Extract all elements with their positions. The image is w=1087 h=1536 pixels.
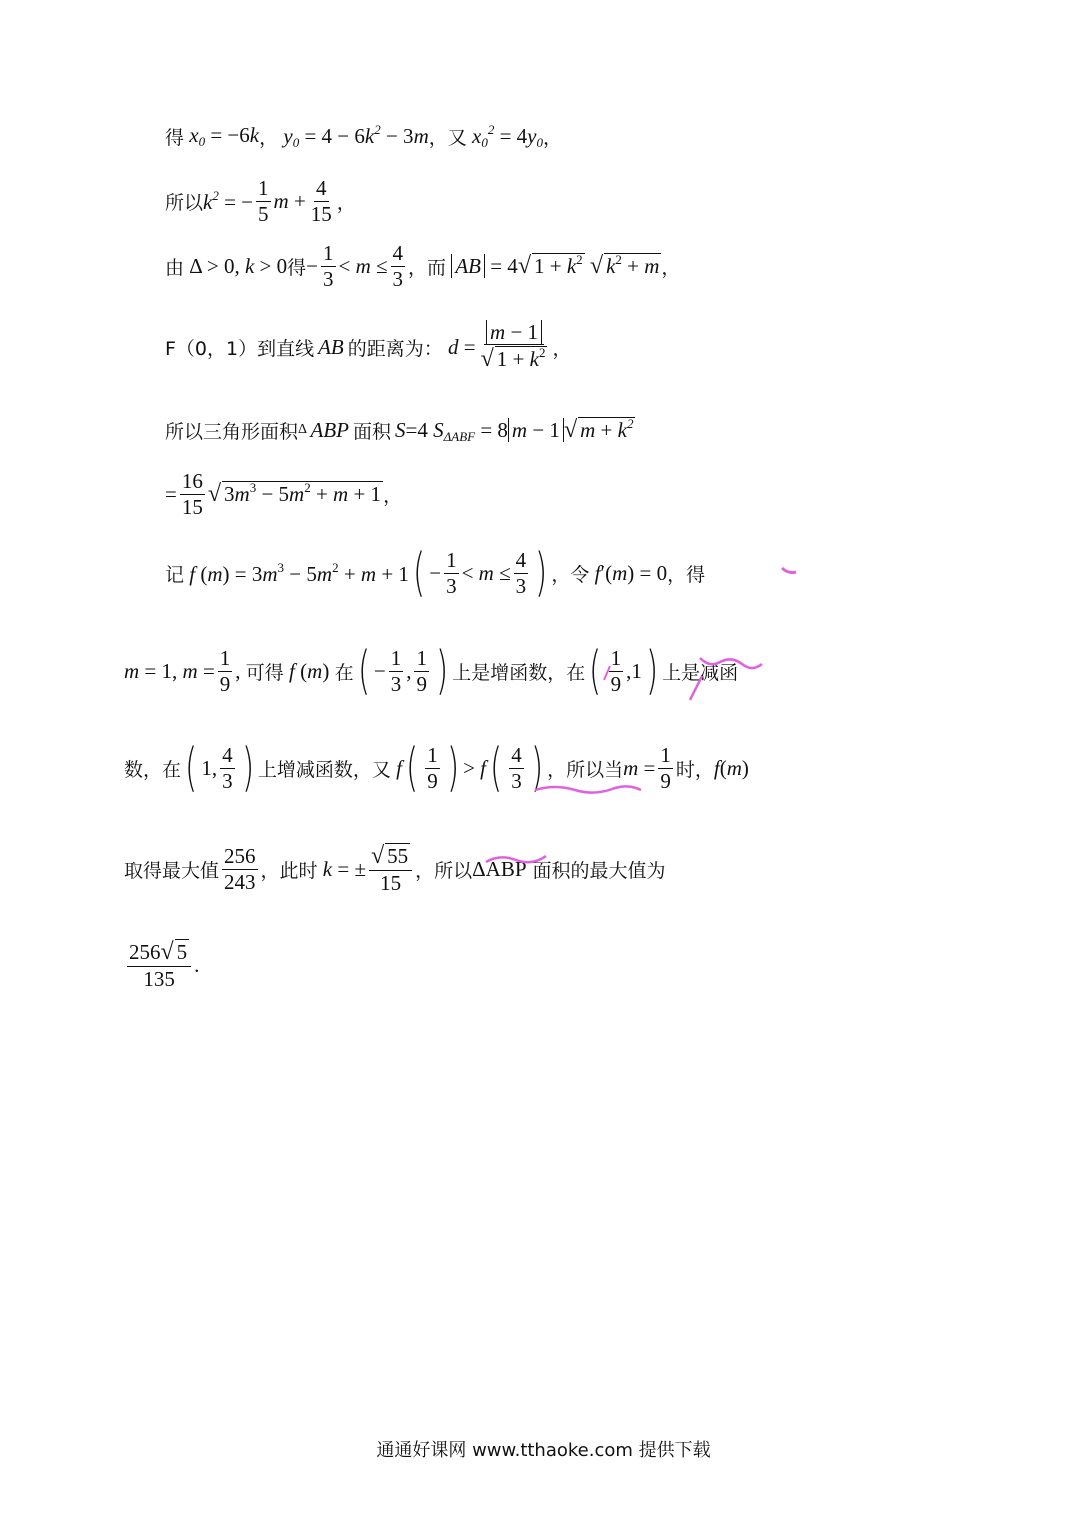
text: 得	[165, 126, 185, 149]
fraction: $\frac{1}{3}$	[323, 241, 334, 291]
text: 时，	[675, 758, 714, 781]
fraction: $\frac{√ 55}{15}$	[369, 844, 412, 894]
text: 在	[334, 661, 354, 684]
text: ，	[336, 191, 356, 214]
fraction: $\frac{1}{9}$	[427, 743, 438, 793]
fraction: $\frac{4}{3}$	[511, 743, 522, 793]
text: 面积	[353, 420, 392, 443]
text: ，又	[428, 126, 467, 149]
text: ，	[543, 126, 563, 149]
text: ，令	[551, 563, 590, 586]
fraction: $\frac{4}{3}$	[222, 743, 233, 793]
text: 的距离为：	[347, 337, 443, 360]
fraction: $\frac{256}{243}$	[224, 844, 256, 894]
text: ，得	[667, 563, 706, 586]
formula: $y_0 = 4 - 6k^2 - 3m$	[278, 121, 429, 150]
fraction: $\frac{1}{3}$	[446, 548, 457, 598]
fraction: $\frac{4}{3}$	[515, 548, 527, 598]
text: 上增减函数，又	[257, 758, 391, 781]
formula: AB = 4√ $1 + k^2$ √ $k^2 + m$	[446, 252, 661, 280]
text: F（0，1）到直线	[165, 337, 315, 360]
text: =4	[405, 417, 428, 442]
formula: Δ > 0, k > 0	[184, 253, 288, 278]
line-8: m = 1, m = $\frac{1}{9}$ , 可得 f (m) 在 ( − $\frac{1}{3}$ , $\frac{1}{9}$ ) 上是增函数，在 ( $\frac{1}{9}$ ,1 ) 上是减函	[124, 641, 739, 701]
text: .	[194, 952, 200, 977]
formula: m = 1, m =	[124, 658, 215, 683]
text: 由	[165, 256, 185, 279]
fraction: $\frac{4}{3}$	[392, 241, 404, 291]
formula: < m ≤	[338, 253, 388, 278]
footer: 通通好课网 www.tthaoke.com 提供下载	[376, 1440, 711, 1461]
formula: √ $3m^3 - 5m^2 + m + 1$	[207, 480, 382, 507]
line-9: 数，在 ( 1, $\frac{4}{3}$ ) 上增减函数，又 f ( $\frac{1}{9}$ ) > f ( $\frac{4}{3}$ ) ，所以当 m = $\frac{1}{9}$ 时， f(m)	[124, 738, 749, 798]
line-10: 取得最大值 $\frac{256}{243}$ ，此时 k = ± $\frac{√ 55}{15}$ ，所以 ΔABP 面积的最大值为	[124, 842, 666, 896]
fraction: $\frac{4}{15}$	[310, 176, 332, 226]
text: AB	[318, 334, 344, 359]
text: ABP	[310, 417, 350, 442]
text: ，所以当	[547, 758, 624, 781]
text: 所以三角形面积	[165, 420, 299, 443]
fraction: $\frac{1}{3}$	[390, 646, 402, 696]
text: 可得	[245, 661, 284, 684]
formula: m +	[273, 188, 306, 213]
text: ΔABP	[472, 856, 527, 881]
fraction: $\frac{1}{5}$	[258, 176, 269, 226]
fraction: $\frac{1}{9}$	[610, 646, 622, 696]
text: 上是增函数，在	[452, 661, 586, 684]
formula: $x_0^2 = 4y_0$	[466, 121, 543, 150]
formula: f $(m) = 3m^3 - 5m^2 + m + 1$	[189, 559, 409, 586]
text: 面积的最大值为	[532, 859, 666, 882]
text: 得	[287, 256, 307, 279]
text: 上是减函	[662, 661, 739, 684]
text: ，此时	[260, 859, 318, 882]
fraction: $\frac{1}{9}$	[219, 646, 231, 696]
formula: $k^2$ = −	[203, 187, 254, 214]
formula: f (m)	[289, 658, 335, 683]
formula: $S_{\Delta ABF} = 8$ m − 1 √ $m + k^2$	[427, 415, 634, 444]
text: ，	[383, 484, 403, 507]
text: S	[395, 417, 406, 442]
fraction: $\frac{16}{15}$	[181, 469, 203, 519]
fraction: $\frac{1}{9}$	[660, 743, 671, 793]
line-7: 记 f $(m) = 3m^3 - 5m^2 + m + 1$ ( − $\frac{1}{3}$ < m ≤ $\frac{4}{3}$ ) ，令 f′(m) = 0 ，得	[165, 543, 706, 603]
formula: Δ	[298, 422, 311, 437]
text: 取得最大值	[124, 859, 220, 882]
fraction: $\frac{1}{9}$	[416, 646, 427, 696]
text: ，	[259, 126, 279, 149]
text: ，所以	[415, 859, 473, 882]
text: ，	[661, 256, 681, 279]
formula: d =	[442, 334, 476, 359]
formula: $x_0 = -6k$	[184, 122, 260, 149]
text: =	[165, 481, 177, 506]
fraction: $\frac{256√ 5}{135}$	[127, 940, 191, 990]
fraction: $\frac{m - 1}{√ 1 + k^2}$	[480, 320, 546, 373]
text: 所以	[165, 191, 204, 214]
text: ，	[552, 337, 572, 360]
formula: −	[306, 253, 318, 278]
text: ，而	[408, 256, 447, 279]
text: 数，在	[124, 758, 182, 781]
text: 记	[165, 563, 185, 586]
formula: f′(m) = 0	[594, 560, 668, 585]
